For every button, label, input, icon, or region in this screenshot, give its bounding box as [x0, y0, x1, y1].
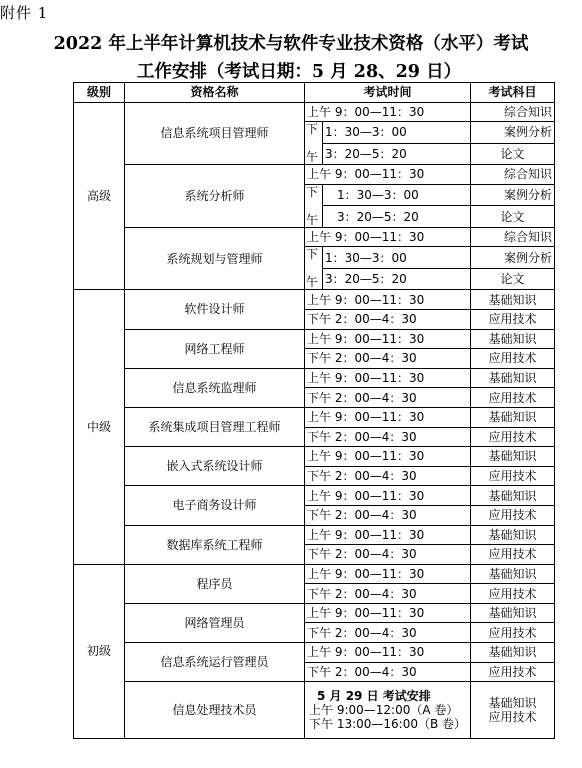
time-cell: 下午 2：00—4：30 — [305, 388, 471, 408]
table-row — [74, 227, 555, 247]
cert-name: 系统规划与管理师 — [125, 227, 305, 290]
subject-cell: 综合知识 — [471, 165, 555, 185]
time-cell: 上午 9：00—11：30 — [305, 486, 471, 506]
subject-cell: 基础知识 — [471, 447, 555, 467]
subject-cell: 基础知识 — [471, 290, 555, 310]
time-cell: 下午 2：00—4：30 — [305, 427, 471, 447]
subject-cell: 基础知识 — [471, 603, 555, 623]
table-row — [74, 329, 555, 349]
cert-name: 网络管理员 — [125, 603, 305, 642]
table-row — [74, 603, 555, 623]
subject-line: 基础知识 — [488, 696, 537, 711]
level-junior: 初级 — [74, 564, 125, 739]
cert-name: 嵌入式系统设计师 — [125, 447, 305, 486]
table-row — [74, 525, 555, 545]
time-cell: 3：20—5：20 — [323, 143, 471, 165]
header-level: 级别 — [74, 83, 125, 103]
subject-cell: 应用技术 — [471, 309, 555, 329]
subject-cell: 综合知识 — [471, 227, 555, 247]
subject-cell: 基础知识 — [471, 368, 555, 388]
header-name: 资格名称 — [125, 83, 305, 103]
cert-name: 电子商务设计师 — [125, 486, 305, 525]
subject-cell: 基础知识 — [471, 329, 555, 349]
document-subtitle: 工作安排（考试日期：5 月 28、29 日） — [136, 62, 462, 82]
subject-cell — [471, 682, 555, 739]
time-cell: 1：30—3：00 — [323, 122, 471, 144]
time-cell: 上午 9：00—11：30 — [305, 227, 471, 247]
table-row — [74, 368, 555, 388]
cert-name: 信息系统监理师 — [125, 368, 305, 407]
time-line: 上午 9:00—12:00（A 卷） — [309, 703, 459, 718]
table-row — [74, 102, 555, 122]
header-subject: 考试科目 — [471, 83, 555, 103]
time-cell: 下午 2：00—4：30 — [305, 545, 471, 565]
cert-name: 系统分析师 — [125, 165, 305, 228]
subject-cell: 基础知识 — [471, 486, 555, 506]
table-row — [74, 165, 555, 185]
time-cell: 上午 9：00—11：30 — [305, 447, 471, 467]
subject-cell: 应用技术 — [471, 466, 555, 486]
level-intermediate: 中级 — [74, 290, 125, 564]
exam-day-heading: 5 月 29 日 考试安排 — [317, 689, 431, 704]
time-cell: 上午 9：00—11：30 — [305, 290, 471, 310]
cert-name: 数据库系统工程师 — [125, 525, 305, 564]
time-cell: 下午 2：00—4：30 — [305, 584, 471, 604]
cert-name: 软件设计师 — [125, 290, 305, 329]
subject-cell: 基础知识 — [471, 643, 555, 663]
subject-cell: 案例分析 — [471, 247, 555, 269]
subject-cell: 综合知识 — [471, 102, 555, 122]
time-cell: 上午 9：00—11：30 — [305, 407, 471, 427]
time-cell: 上午 9：00—11：30 — [305, 643, 471, 663]
subject-cell: 应用技术 — [471, 584, 555, 604]
time-cell: 下午 2：00—4：30 — [305, 466, 471, 486]
subject-cell: 论文 — [471, 143, 555, 165]
table-row — [74, 564, 555, 584]
cert-name: 信息系统项目管理师 — [125, 102, 305, 165]
subject-cell: 应用技术 — [471, 349, 555, 369]
time-cell: 上午 9：00—11：30 — [305, 525, 471, 545]
time-cell: 下午 2：00—4：30 — [305, 309, 471, 329]
time-cell: 上午 9：00—11：30 — [305, 368, 471, 388]
subject-cell: 应用技术 — [471, 623, 555, 643]
time-cell: 下午 2：00—4：30 — [305, 349, 471, 369]
header-time: 考试时间 — [305, 83, 471, 103]
table-row — [74, 407, 555, 427]
time-cell: 上午 9：00—11：30 — [305, 102, 471, 122]
cert-name: 信息系统运行管理员 — [125, 643, 305, 682]
subject-cell: 基础知识 — [471, 564, 555, 584]
subject-cell: 论文 — [471, 268, 555, 290]
table-row — [74, 290, 555, 310]
subject-cell: 应用技术 — [471, 388, 555, 408]
time-cell: 上午 9：00—11：30 — [305, 329, 471, 349]
subject-line: 应用技术 — [488, 710, 537, 725]
attachment-label: 附件 1 — [0, 4, 49, 22]
table-header-row — [74, 83, 555, 103]
subject-cell: 案例分析 — [471, 122, 555, 144]
subject-cell: 应用技术 — [471, 505, 555, 525]
document-title: 2022 年上半年计算机技术与软件专业技术资格（水平）考试 — [53, 34, 529, 54]
afternoon-label: 下 午 — [305, 247, 323, 290]
subject-cell: 论文 — [471, 206, 555, 228]
time-cell: 上午 9：00—11：30 — [305, 564, 471, 584]
subject-cell: 应用技术 — [471, 662, 555, 682]
time-cell: 下午 2：00—4：30 — [305, 662, 471, 682]
level-senior: 高级 — [74, 102, 125, 290]
time-cell: 下午 2：00—4：30 — [305, 505, 471, 525]
time-cell — [305, 682, 471, 739]
time-cell: 3：20—5：20 — [323, 206, 471, 228]
time-line: 下午 13:00—16:00（B 卷） — [309, 717, 467, 732]
subject-cell: 应用技术 — [471, 427, 555, 447]
time-cell: 1：30—3：00 — [323, 184, 471, 206]
afternoon-label: 下 午 — [305, 184, 323, 227]
cert-name: 信息处理技术员 — [125, 682, 305, 739]
cert-name: 网络工程师 — [125, 329, 305, 368]
subject-cell: 案例分析 — [471, 184, 555, 206]
time-cell: 上午 9：00—11：30 — [305, 165, 471, 185]
time-cell: 3：20—5：20 — [323, 268, 471, 290]
time-cell: 下午 2：00—4：30 — [305, 623, 471, 643]
cert-name: 系统集成项目管理工程师 — [125, 407, 305, 446]
cert-name: 程序员 — [125, 564, 305, 603]
subject-cell: 基础知识 — [471, 525, 555, 545]
table-row — [74, 447, 555, 467]
exam-schedule-table — [73, 82, 555, 739]
afternoon-label: 下 午 — [305, 122, 323, 165]
table-row — [74, 643, 555, 663]
subject-cell: 应用技术 — [471, 545, 555, 565]
subject-cell: 基础知识 — [471, 407, 555, 427]
time-cell: 上午 9：00—11：30 — [305, 603, 471, 623]
table-row — [74, 486, 555, 506]
time-cell: 1：30—3：00 — [323, 247, 471, 269]
